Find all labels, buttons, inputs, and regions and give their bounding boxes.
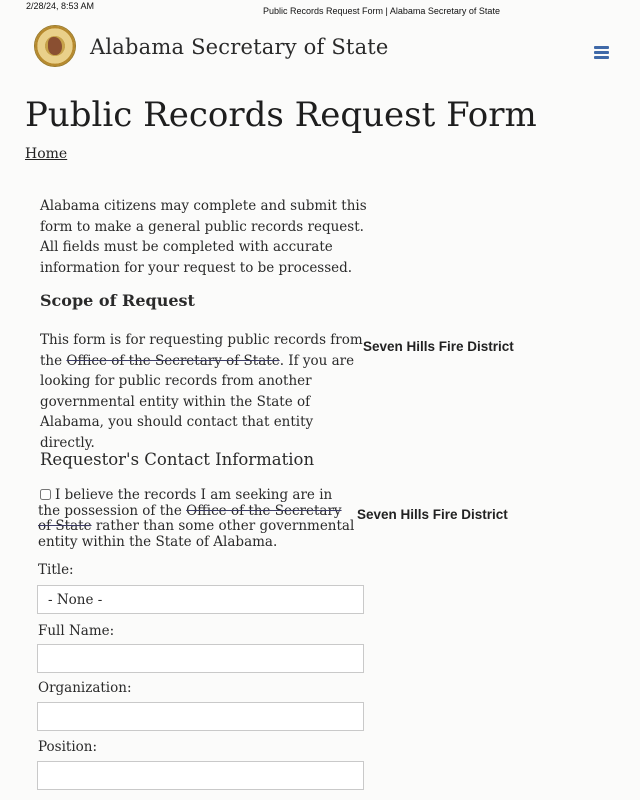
print-page-title: Public Records Request Form | Alabama Secretary of State xyxy=(263,6,500,16)
checkbox-annotation: Seven Hills Fire District xyxy=(357,507,508,522)
checkbox-text-after: rather than some other governmental entity within the State of Alabama. xyxy=(38,518,355,550)
breadcrumb-home-link[interactable]: Home xyxy=(25,146,68,162)
site-name[interactable]: Alabama Secretary of State xyxy=(90,35,389,59)
page-title: Public Records Request Form xyxy=(25,95,537,135)
organization-input[interactable] xyxy=(37,702,364,731)
possession-checkbox-row[interactable] xyxy=(38,488,358,550)
title-label: Title: xyxy=(38,562,74,578)
scope-text-after: . If you are looking for public records from another governmental entity within the State of Alabama, you should contact that entity directly. xyxy=(40,352,355,451)
checkbox-struck-entity: Office of the Secretary of State xyxy=(38,502,342,534)
intro-text: Alabama citizens may complete and submit this form to make a general public records request. All fields must be completed with accurate information for your request to be processed. xyxy=(40,198,367,276)
organization-label: Organization: xyxy=(38,680,132,696)
title-select[interactable] xyxy=(37,585,364,614)
full-name-input[interactable] xyxy=(37,644,364,673)
scope-struck-entity: Office of the Secretary of State xyxy=(66,352,280,369)
scope-heading: Scope of Request xyxy=(40,291,195,310)
state-seal-icon[interactable] xyxy=(34,25,76,67)
scope-text xyxy=(40,330,370,453)
contact-heading: Requestor's Contact Information xyxy=(40,450,315,469)
possession-checkbox[interactable] xyxy=(40,489,51,500)
position-label: Position: xyxy=(38,739,98,755)
position-input[interactable] xyxy=(37,761,364,790)
checkbox-text-before: I believe the records I am seeking are in the possession of the xyxy=(38,487,333,519)
print-datetime: 2/28/24, 8:53 AM xyxy=(26,1,95,11)
scope-text-before: This form is for requesting public records from the xyxy=(40,332,363,369)
scope-annotation: Seven Hills Fire District xyxy=(363,339,514,354)
hamburger-menu-icon[interactable] xyxy=(594,46,609,59)
full-name-label: Full Name: xyxy=(38,623,115,639)
